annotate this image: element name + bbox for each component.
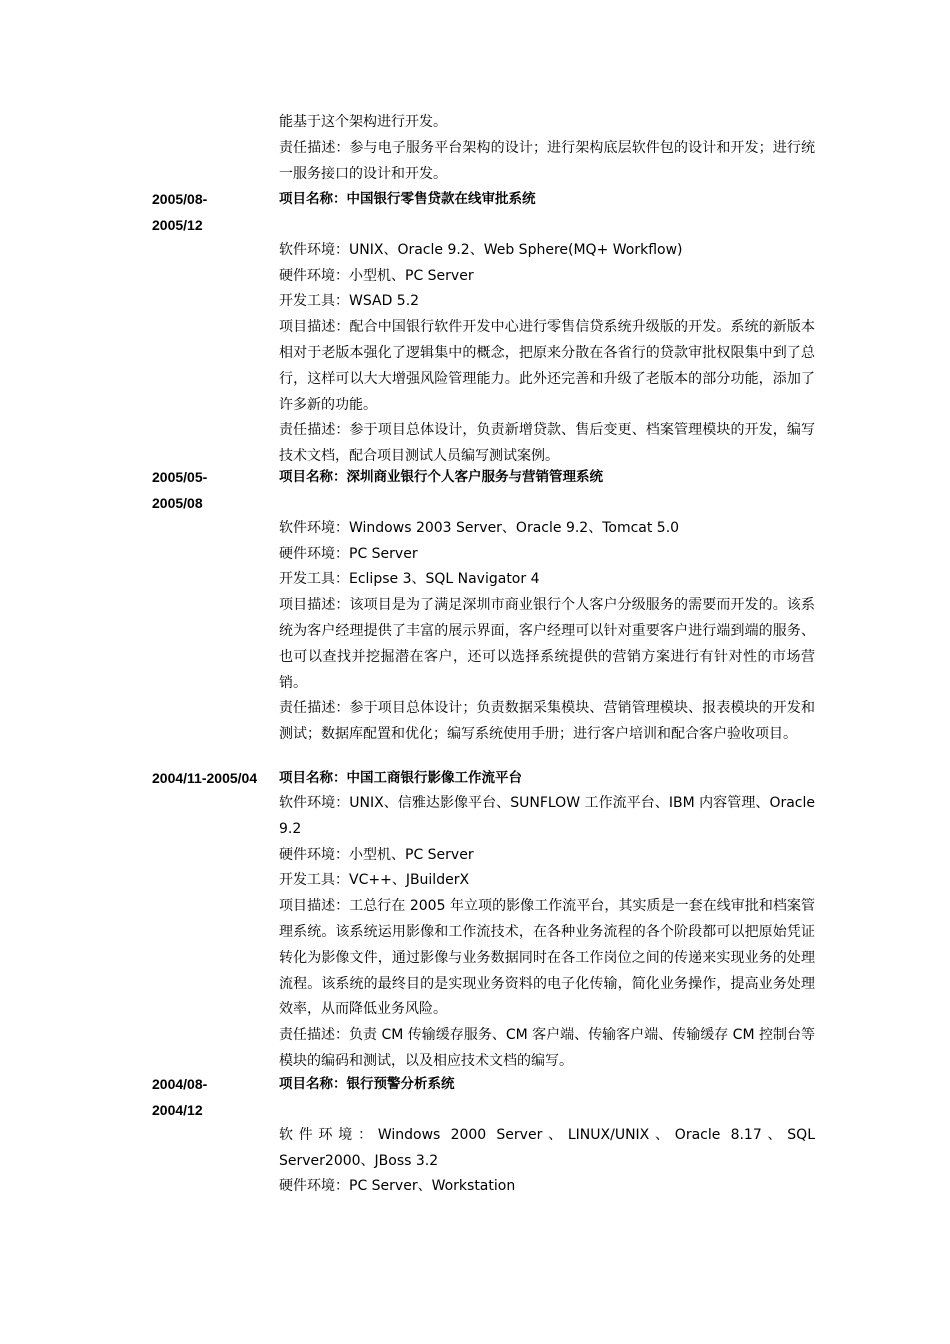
- project-title: 项目名称：银行预警分析系统: [279, 1076, 455, 1092]
- intro-line: 能基于这个架构进行开发。: [279, 114, 447, 130]
- project-content: [279, 464, 815, 748]
- project-title: 项目名称：深圳商业银行个人客户服务与营销管理系统: [279, 469, 603, 485]
- date-start: 2005/08-: [152, 191, 208, 207]
- project-date: [152, 765, 272, 791]
- project-content: [279, 1071, 815, 1200]
- project-date: [152, 1071, 272, 1123]
- dev-tools: 开发工具：VC++、JBuilderX: [279, 872, 470, 889]
- hardware-env: 硬件环境：小型机、PC Server: [279, 267, 474, 284]
- date-end: 2005/12: [152, 217, 203, 233]
- responsibility-description: 责任描述：负责 CM 传输缓存服务、CM 客户端、传输客户端、传输缓存 CM 控制台等模块的编码和测试，以及相应技术文档的编写。: [279, 1027, 815, 1069]
- hardware-env: 硬件环境：PC Server: [279, 545, 418, 562]
- project-title: 项目名称：中国银行零售贷款在线审批系统: [279, 191, 536, 207]
- intro-content: [279, 110, 815, 187]
- dev-tools: 开发工具：WSAD 5.2: [279, 293, 420, 310]
- project-description: 项目描述：配合中国银行软件开发中心进行零售信贷系统升级版的开发。系统的新版本相对于老版本强化了逻辑集中的概念，把原来分散在各省行的贷款审批权限集中到了总行，这样可以大大增强风险管理能力。此外还完善和升级了老版本的部分功能，添加了许多新的功能。: [279, 319, 815, 413]
- project-description: 项目描述：工总行在 2005 年立项的影像工作流平台，其实质是一套在线审批和档案管理系统。该系统运用影像和工作流技术，在各种业务流程的各个阶段都可以把原始凭证转化为影像文件，通过影像与业务数据同时在各工作岗位之间的传递来实现业务的处理流程。该系统的最终目的是实现业务资料的电子化传输，简化业务操作，提高业务处理效率，从而降低业务风险。: [279, 898, 815, 1018]
- project-description: 项目描述：该项目是为了满足深圳市商业银行个人客户分级服务的需要而开发的。该系统为客户经理提供了丰富的展示界面，客户经理可以针对重要客户进行端到端的服务、也可以查找并挖掘潜在客户，还可以选择系统提供的营销方案进行有针对性的市场营销。: [279, 597, 815, 691]
- intro-responsibility: 责任描述：参与电子服务平台架构的设计；进行架构底层软件包的设计和开发；进行统一服务接口的设计和开发。: [279, 139, 815, 182]
- date-end: 2004/12: [152, 1102, 203, 1118]
- hardware-env: 硬件环境：PC Server、Workstation: [279, 1178, 516, 1195]
- project-content: [279, 765, 815, 1075]
- project-content: [279, 186, 815, 470]
- hardware-env: 硬件环境：小型机、PC Server: [279, 846, 474, 863]
- project-date: [152, 464, 272, 516]
- date-start: 2005/05-: [152, 469, 208, 485]
- date-range: 2004/11-2005/04: [152, 770, 258, 786]
- software-env: 软件环境：UNIX、Oracle 9.2、Web Sphere(MQ+ Workflow): [279, 241, 683, 258]
- software-env: 软件环境：Windows 2000 Server、LINUX/UNIX、Oracle 8.17、SQL Server2000、JBoss 3.2: [279, 1126, 815, 1169]
- project-date: [152, 186, 272, 238]
- software-env: 软件环境：Windows 2003 Server、Oracle 9.2、Tomcat 5.0: [279, 519, 680, 536]
- date-start: 2004/08-: [152, 1076, 208, 1092]
- date-end: 2005/08: [152, 495, 203, 511]
- responsibility-description: 责任描述：参于项目总体设计；负责数据采集模块、营销管理模块、报表模块的开发和测试；数据库配置和优化；编写系统使用手册；进行客户培训和配合客户验收项目。: [279, 700, 815, 743]
- responsibility-description: 责任描述：参于项目总体设计，负责新增贷款、售后变更、档案管理模块的开发，编写技术文档，配合项目测试人员编写测试案例。: [279, 422, 815, 465]
- project-title: 项目名称：中国工商银行影像工作流平台: [279, 770, 522, 786]
- dev-tools: 开发工具：Eclipse 3、SQL Navigator 4: [279, 571, 540, 588]
- software-env: 软件环境：UNIX、信雅达影像平台、SUNFLOW 工作流平台、IBM 内容管理、Oracle 9.2: [279, 795, 815, 837]
